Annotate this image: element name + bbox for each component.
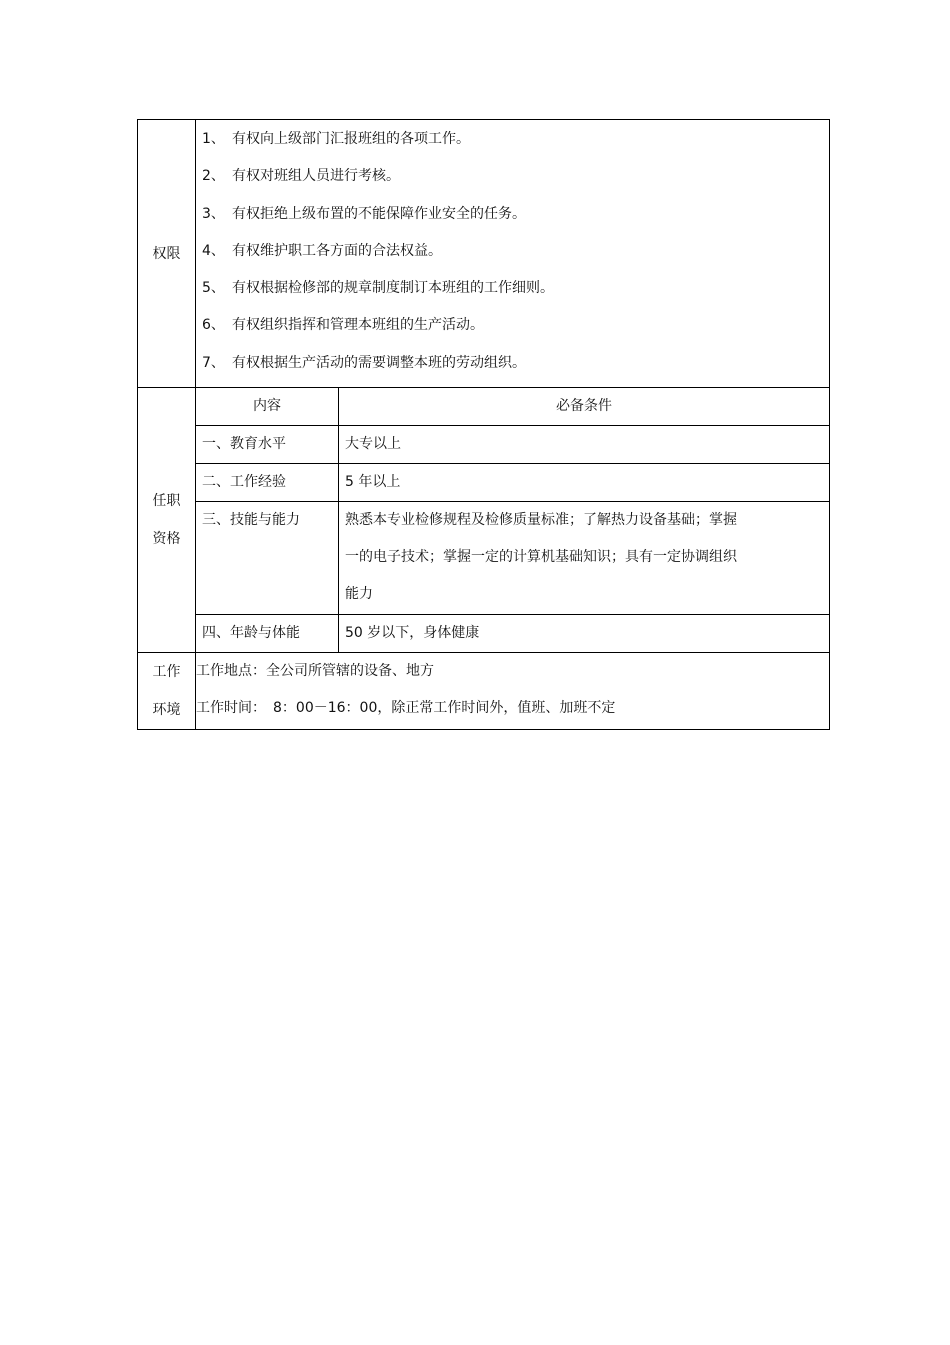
table-row — [196, 464, 829, 502]
work-location: 工作地点：全公司所管辖的设备、地方 — [196, 663, 434, 680]
qualification-item: 三、技能与能力 — [196, 502, 339, 615]
qualifications-table — [196, 388, 829, 652]
qualifications-label — [138, 388, 196, 653]
environment-label-line1: 工作 — [152, 664, 181, 681]
rights-list — [196, 120, 829, 387]
qualification-item: 二、工作经验 — [196, 464, 339, 502]
qualifications-section — [138, 388, 830, 653]
rights-item-number: 2、 — [202, 168, 225, 185]
rights-item-text: 有权根据生产活动的需要调整本班的劳动组织。 — [232, 354, 526, 371]
qualification-item: 四、年龄与体能 — [196, 615, 339, 653]
qualifications-content — [196, 388, 830, 653]
rights-content — [196, 120, 830, 388]
rights-label: 权限 — [138, 120, 196, 388]
qualification-requirement — [339, 502, 830, 615]
rights-item — [202, 348, 829, 385]
header-requirements: 必备条件 — [339, 388, 830, 426]
qualification-item: 一、教育水平 — [196, 426, 339, 464]
qualification-requirement: 50 岁以下，身体健康 — [345, 625, 480, 642]
rights-item — [202, 310, 829, 347]
rights-item — [202, 236, 829, 273]
requirement-line: 一的电子技术；掌握一定的计算机基础知识；具有一定协调组织 — [345, 549, 737, 566]
job-description-table — [137, 119, 830, 730]
rights-item — [202, 273, 829, 310]
header-content: 内容 — [196, 388, 339, 426]
rights-item-text: 有权拒绝上级布置的不能保障作业安全的任务。 — [232, 205, 526, 222]
table-row — [196, 615, 829, 653]
rights-item — [202, 161, 829, 198]
qualification-requirement: 5 年以上 — [339, 464, 830, 502]
work-hours: 工作时间： 8：00－16：00，除正常工作时间外，值班、加班不定 — [196, 700, 616, 717]
rights-item-text: 有权组织指挥和管理本班组的生产活动。 — [232, 317, 484, 334]
table-row — [196, 426, 829, 464]
rights-item-text: 有权对班组人员进行考核。 — [232, 168, 400, 185]
rights-item-number: 5、 — [202, 280, 225, 297]
rights-item-number: 7、 — [202, 354, 225, 371]
qualifications-label-line1: 任职 — [152, 493, 181, 510]
rights-item-text: 有权向上级部门汇报班组的各项工作。 — [232, 131, 470, 147]
qualification-requirement: 大专以上 — [339, 426, 830, 464]
rights-item — [202, 199, 829, 236]
rights-item-number: 6、 — [202, 317, 225, 334]
rights-item — [202, 124, 829, 161]
rights-item-number: 3、 — [202, 205, 225, 222]
environment-section — [138, 653, 830, 730]
environment-label — [138, 653, 196, 730]
qualifications-header-row — [196, 388, 829, 426]
rights-item-number: 4、 — [202, 242, 225, 259]
rights-item-number: 1、 — [202, 131, 225, 147]
qualifications-label-line2: 资格 — [152, 531, 181, 548]
rights-section — [138, 120, 830, 388]
requirement-line: 熟悉本专业检修规程及检修质量标准；了解热力设备基础；掌握 — [345, 512, 737, 529]
environment-content — [196, 653, 830, 730]
table-row — [196, 502, 829, 615]
environment-label-line2: 环境 — [152, 702, 181, 719]
rights-item-text: 有权维护职工各方面的合法权益。 — [232, 242, 442, 259]
rights-item-text: 有权根据检修部的规章制度制订本班组的工作细则。 — [232, 280, 554, 297]
requirement-line: 能力 — [345, 586, 373, 603]
